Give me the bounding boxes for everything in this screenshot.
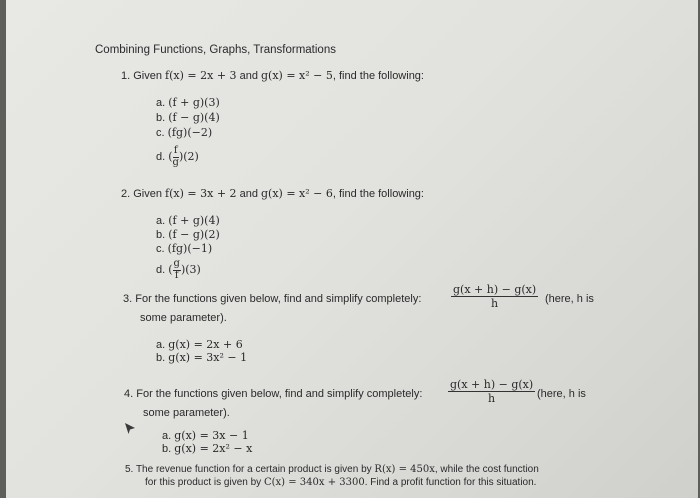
q1-item-d: d. ( $\frac{f}{g}$ )(2) [156, 145, 199, 168]
q1-item-b: b. (f − g)(4) [156, 111, 220, 124]
worksheet-title: Combining Functions, Graphs, Transformations [95, 44, 336, 56]
q2-item-d: d. ( $\frac{g}{f}$ )(3) [156, 258, 201, 281]
question-4: 4. For the functions given below, find and simplify completely: [124, 388, 423, 400]
question-number: 4. [124, 388, 134, 400]
difference-quotient: $\frac{g(x + h) - g(x)}{h}$ [450, 378, 534, 405]
function-f: f(x) = 3x + 2 [165, 187, 237, 200]
q4-item-b: b. g(x) = 2x² − x [162, 442, 253, 455]
difference-quotient: $\frac{g(x + h) - g(x)}{h}$ [453, 283, 537, 310]
q1-item-a: a. (f + g)(3) [156, 96, 220, 109]
question-number: 5. [125, 464, 134, 475]
function-g: g(x) = x² − 5 [261, 69, 333, 82]
fraction: $\frac{g}{f}$ [173, 258, 180, 281]
question-5: 5. The revenue function for a certain product is given by R(x) = 450x, while the cost function [125, 464, 539, 475]
q3-item-b: b. g(x) = 3x² − 1 [156, 351, 248, 364]
question-number: 1. [121, 70, 131, 82]
fraction: $\frac{f}{g}$ [172, 145, 179, 168]
worksheet-page: Combining Functions, Graphs, Transformations 1. Given f(x) = 2x + 3 and g(x) = x² − 5, find the following: a. (f + g)(3) b. (f − g)(4) c. (fg)(−2) d. ( $\frac{f}{g}$ )(2) 2. Given f(x) = 3x + 2 and g(x) = x² − 6, find the following: a. (f + g)(4) b. (f − g)(2) c. (fg)(−1) d. ( $\frac{g}{f}$ )(3) 3. For the functions given below, find and simplify completely: $\frac{g(x + h) - g(x)}{h}$ (here, h is some parameter). a. g(x) = 2x + 6 b. g(x) = 3x² − 1 4. For the functions given below, find and simplify completely: $\frac{g(x + h) - g(x)}{h}$ (here, h is some parameter). a. g(x) = 3x − 1 b. g(x) = 2x² − x 5. The revenue function for a certain product is given by R(x) = 450x, while the cost function for this product is given by C(x) = 340x + 3300. Find a profit function for this situation. [6, 0, 698, 498]
question-2: 2. Given f(x) = 3x + 2 and g(x) = x² − 6, find the following: [121, 187, 424, 200]
question-3: 3. For the functions given below, find and simplify completely: [123, 293, 422, 305]
q4-item-a: a. g(x) = 3x − 1 [162, 429, 249, 442]
question-1: 1. Given f(x) = 2x + 3 and g(x) = x² − 5, find the following: [121, 69, 424, 82]
question-5-line-2: for this product is given by C(x) = 340x + 3300. Find a profit function for this situation. [145, 477, 537, 488]
q2-item-a: a. (f + g)(4) [156, 214, 220, 227]
q2-item-b: b. (f − g)(2) [156, 228, 220, 241]
question-number: 2. [121, 188, 131, 200]
function-f: f(x) = 2x + 3 [165, 69, 237, 82]
q1-item-c: c. (fg)(−2) [156, 126, 213, 139]
question-number: 3. [123, 293, 133, 305]
function-g: g(x) = x² − 6 [261, 187, 333, 200]
q3-item-a: a. g(x) = 2x + 6 [156, 338, 243, 351]
q2-item-c: c. (fg)(−1) [156, 242, 213, 255]
